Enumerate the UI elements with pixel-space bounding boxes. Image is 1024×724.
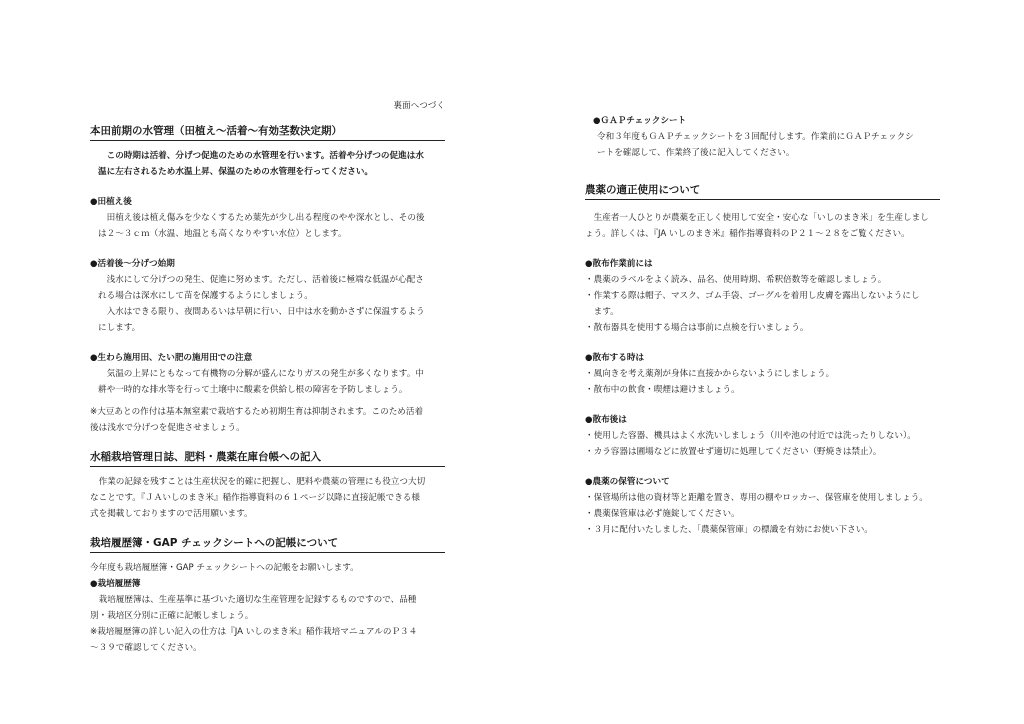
- subheading-while-spraying: ●散布する時は: [585, 353, 645, 363]
- subheading-rooting-tillering: ●活着後～分げつ始期: [90, 259, 175, 269]
- subheading-history-book: ●栽培履歴簿: [90, 579, 141, 589]
- paragraph-after-planting: 田植え後は植え傷みを少なくするため葉先が少し出る程度のやや深水とし、その後 は２～３ｃｍ（水温、地温とも高くなりやすい水位）とします。: [98, 213, 425, 239]
- section-gap-checksheet: [585, 113, 940, 161]
- paragraph-pesticide-intro: 生産者一人ひとりが農薬を正しく使用して安全・安心な「いしのまき米」を生産しまし ょう。詳しくは、『JA いしのまき米』稲作指導資料のＰ２１～２８をご覧ください。: [585, 213, 929, 239]
- section-heading-history: 栽培履歴簿・GAP チェックシートへの記帳について: [90, 536, 445, 553]
- subheading-gap-checksheet: ●ＧＡＰチェックシート: [593, 116, 687, 126]
- paragraph-straw-compost: 気温の上昇にともなって有機物の分解が盛んになりガスの発生が多くなります。中 耕や一時的な排水等を行って土壌中に酸素を供給し根の障害を予防しましょう。: [98, 369, 424, 395]
- list-while-spraying: ・風向きを考え薬剤が身体に直接かからないようにしましょう。 ・散布中の飲食・喫煙は避けましょう。: [585, 369, 835, 395]
- subheading-storage: ●農薬の保管について: [585, 477, 670, 487]
- paragraph-rooting-tillering: 浅水にして分げつの発生、促進に努めます。ただし、活着後に極端な低温が心配さ れる場合は深水にして苗を保護するようにしましょう。 入水はできる限り、夜間あるいは早朝に行い、日中は水を動かさずに保温するよう にします。: [98, 275, 425, 333]
- paragraph-gap-checksheet: 令和３年度もＧＡＰチェックシートを３回配付します。作業前にＧＡＰチェックシ ートを確認して、作業終了後に記入してください。: [597, 132, 914, 158]
- section-heading-water-management: 本田前期の水管理（田植え～活着～有効茎数決定期）: [90, 124, 445, 141]
- list-after-spraying: ・使用した容器、機具はよく水洗いしましょう（川や池の付近では洗ったりしない）。 ・カラ容器は圃場などに放置せず適切に処理してください（野焼きは禁止）。: [585, 431, 916, 457]
- section-diary: [90, 450, 445, 522]
- note-soybean: ※大豆あとの作付は基本無窒素で栽培するため初期生育は抑制されます。このため活着 後は浅水で分げつを促進させましょう。: [90, 407, 424, 433]
- paragraph-history-book: 栽培履歴簿は、生産基準に基づいた適切な生産管理を記録するものですので、品種 別・栽培区分別に正確に記帳しましょう。: [90, 595, 417, 621]
- section-heading-pesticide: 農薬の適正使用について: [585, 183, 940, 200]
- section-water-management: [90, 124, 445, 436]
- section-heading-diary: 水稲栽培管理日誌、肥料・農薬在庫台帳への記入: [90, 450, 445, 467]
- note-history-book: ※栽培履歴簿の詳しい記入の仕方は『JA いしのまき米』稲作栽培マニュアルのＰ３４ ～３９で確認してください。: [90, 627, 418, 653]
- subheading-after-spraying: ●散布後は: [585, 415, 627, 425]
- paragraph-history-intro: 今年度も栽培履歴簿・GAP チェックシートへの記帳をお願いします。: [90, 563, 359, 573]
- subheading-straw-compost: ●生わら施用田、たい肥の施用田での注意: [90, 353, 253, 363]
- paragraph-diary: 作業の記録を残すことは生産状況を的確に把握し、肥料や農薬の管理にも役立つ大切 なことです。『ＪＡいしのまき米』稲作指導資料の６１ページ以降に直接記帳できる様 式を掲載しておりますので活用願います。: [90, 477, 426, 519]
- list-storage: ・保管場所は他の資材等と距離を置き、専用の棚やロッカー、保管庫を使用しましょう。 ・農薬保管庫は必ず施錠してください。 ・３月に配付いたしました、「農薬保管庫」の標識を有効にお使い下さい。: [585, 493, 928, 535]
- section-intro: この時期は活着、分げつ促進のための水管理を行います。活着や分げつの促進は水 温に左右されるため水温上昇、保温のための水管理を行ってください。: [98, 151, 424, 177]
- right-column: [585, 113, 940, 538]
- list-before-spraying: ・農薬のラベルをよく読み、品名、使用時期、希釈倍数等を確認しましょう。 ・作業する際は帽子、マスク、ゴム手袋、ゴーグルを着用し皮膚を露出しないようにし ます。 ・散布器具を使用する場合は事前に点検を行いましょう。: [585, 275, 920, 333]
- section-pesticide: [585, 183, 940, 538]
- subheading-before-spraying: ●散布作業前には: [585, 259, 653, 269]
- section-history: [90, 536, 445, 656]
- left-column: [90, 100, 445, 656]
- continued-note: 裏面へつづく: [393, 101, 445, 111]
- subheading-after-planting: ●田植え後: [90, 197, 132, 207]
